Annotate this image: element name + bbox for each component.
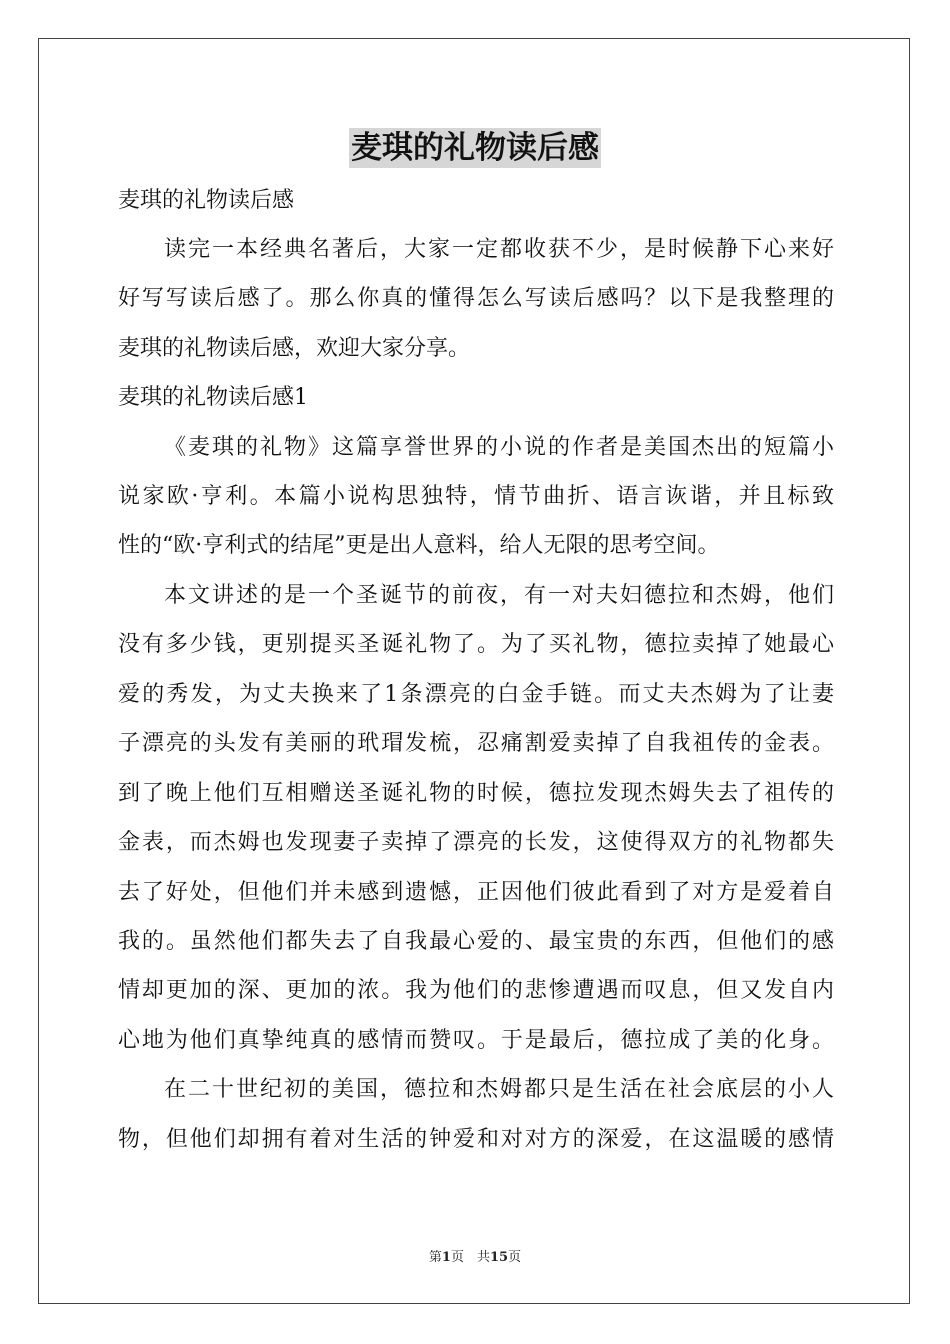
document-title: 麦琪的礼物读后感	[351, 130, 599, 166]
page-border	[38, 38, 910, 1304]
footer-prefix: 第	[428, 1250, 442, 1265]
page-footer	[0, 1246, 950, 1265]
text-line: 性的“欧·亨利式的结尾”更是出人意料，给人无限的思考空间。	[118, 533, 720, 558]
text-line: 到了晚上他们互相赠送圣诞礼物的时候，德拉发现杰姆失去了祖传的	[118, 781, 834, 806]
text-line: 我的。虽然他们都失去了自我最心爱的、最宝贵的东西，但他们的感	[118, 929, 834, 954]
text-line: 物，但他们却拥有着对生活的钟爱和对对方的深爱，在这温暖的感情	[118, 1127, 834, 1152]
text-line: 读完一本经典名著后，大家一定都收获不少，是时候静下心来好	[164, 237, 834, 262]
total-page-count: 15	[489, 1250, 509, 1265]
footer-mid: 页 共	[450, 1250, 490, 1265]
section-heading: 麦琪的礼物读后感1	[118, 385, 308, 410]
text-line: 子漂亮的头发有美丽的玳瑁发梳，忍痛割爱卖掉了自我祖传的金表。	[118, 731, 834, 756]
text-line: 心地为他们真挚纯真的感情而赞叹。于是最后，德拉成了美的化身。	[118, 1028, 834, 1053]
text-line: 爱的秀发，为丈夫换来了1条漂亮的白金手链。而丈夫杰姆为了让妻	[118, 682, 834, 707]
text-line: 情却更加的深、更加的浓。我为他们的悲惨遭遇而叹息，但又发自内	[118, 978, 834, 1003]
title-wrap	[0, 128, 950, 168]
text-line: 麦琪的礼物读后感，欢迎大家分享。	[118, 336, 471, 361]
text-line: 在二十世纪初的美国，德拉和杰姆都只是生活在社会底层的小人	[164, 1077, 834, 1102]
text-line: 说家欧·亨利。本篇小说构思独特，情节曲折、语言诙谐，并且标致	[118, 484, 834, 509]
text-line: 去了好处，但他们并未感到遗憾，正因他们彼此看到了对方是爱着自	[118, 880, 834, 905]
text-line: 金表，而杰姆也发现妻子卖掉了漂亮的长发，这使得双方的礼物都失	[118, 830, 834, 855]
current-page-number: 1	[441, 1250, 451, 1265]
text-line: 没有多少钱，更别提买圣诞礼物了。为了买礼物，德拉卖掉了她最心	[118, 632, 834, 657]
text-line: 《麦琪的礼物》这篇享誉世界的小说的作者是美国杰出的短篇小	[164, 435, 834, 460]
subtitle-line: 麦琪的礼物读后感	[118, 188, 295, 213]
text-line: 好写写读后感了。那么你真的懂得怎么写读后感吗？以下是我整理的	[118, 286, 834, 311]
footer-suffix: 页	[508, 1250, 522, 1265]
text-line: 本文讲述的是一个圣诞节的前夜，有一对夫妇德拉和杰姆，他们	[164, 583, 834, 608]
